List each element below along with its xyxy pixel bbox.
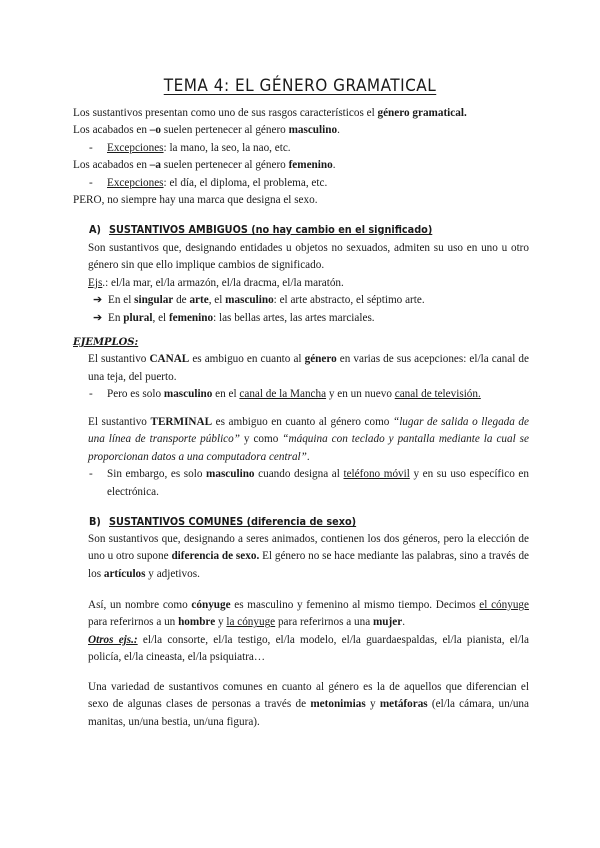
section-b-heading: B) SUSTANTIVOS COMUNES (diferencia de sexo) [89,515,357,528]
canal-paragraph: El sustantivo CANAL es ambiguo en cuanto al género en varias de sus acepciones: el/la canal de una teja, del puerto. [88,353,529,383]
metonimias-block [73,679,529,731]
arrow-item: ➔ En el singular de arte, el masculino: el arte abstracto, el séptimo arte. [73,292,529,309]
intro-block [73,105,529,209]
section-a-body [73,240,529,327]
arrow-icon: ➔ [93,311,103,324]
intro-line: PERO, no siempre hay una marca que designa el sexo. [73,194,318,207]
exception-item: - Excepciones: el día, el diploma, el problema, etc. [89,176,328,189]
terminal-block [73,414,529,501]
metonimias-paragraph: Una variedad de sustantivos comunes en cuanto al género es la de aquellos que diferencian el sexo de algunas clases de personas a través de metonimias y metáforas (el/la cámara, un/una manitas, un/una bestia, un/una figura). [88,681,529,728]
examples-line: Ejs.: el/la mar, el/la armazón, el/la dracma, el/la maratón. [88,276,344,289]
section-b-paragraph: Son sustantivos que, designando a seres animados, contienen los dos géneros, pero la elección de uno u otro supone diferencia de sexo. El género no se hace mediante las palabras, sino a través de los artículos y adjetivos. [88,533,530,580]
section-a-paragraph: Son sustantivos que, designando entidades u objetos no sexuados, admiten su uso en uno u otro género sin que ello implique cambios de significado. [88,242,529,272]
arrow-item: ➔ En plural, el femenino: las bellas artes, las artes marciales. [73,310,529,327]
intro-line: Los sustantivos presentan como uno de sus rasgos característicos el género gramatical. [73,107,467,119]
page-title: TEMA 4: EL GÉNERO GRAMATICAL [163,76,437,96]
arrow-icon: ➔ [93,294,103,307]
intro-line: Los acabados en –o suelen pertenecer al género masculino. [73,124,340,137]
intro-line: Los acabados en –a suelen pertenecer al género femenino. [73,159,336,172]
otros-ejemplos: Otros ejs.: el/la consorte, el/la testigo, el/la modelo, el/la guardaespaldas, el/la pianista, el/la policía, el/la cineasta, el/la psiquiatra… [88,633,529,664]
conyuge-block [73,597,529,667]
terminal-note: - Sin embargo, es solo masculino cuando designa al teléfono móvil y en su uso específico en electrónica. [89,468,529,498]
terminal-paragraph: El sustantivo TERMINAL es ambiguo en cuanto al género como “lugar de salida o llegada de una línea de transporte público” y como “máquina con teclado y pantalla mediante la cual se proporcionan datos a una computadora central”. [88,416,529,463]
canal-note: - Pero es solo masculino en el canal de la Mancha y en un nuevo canal de televisión. [89,388,481,401]
section-b-body [73,531,529,583]
exception-item: - Excepciones: la mano, la seo, la nao, etc. [89,141,291,154]
ejemplos-label: EJEMPLOS: [73,337,139,348]
conyuge-paragraph: Así, un nombre como cónyuge es masculino y femenino al mismo tiempo. Decimos el cónyuge para referirnos a un hombre y la cónyuge para referirnos a una mujer. [88,599,529,629]
section-a-heading: A) SUSTANTIVOS AMBIGUOS (no hay cambio en el significado) [89,223,433,236]
ejemplos-block [73,334,529,404]
